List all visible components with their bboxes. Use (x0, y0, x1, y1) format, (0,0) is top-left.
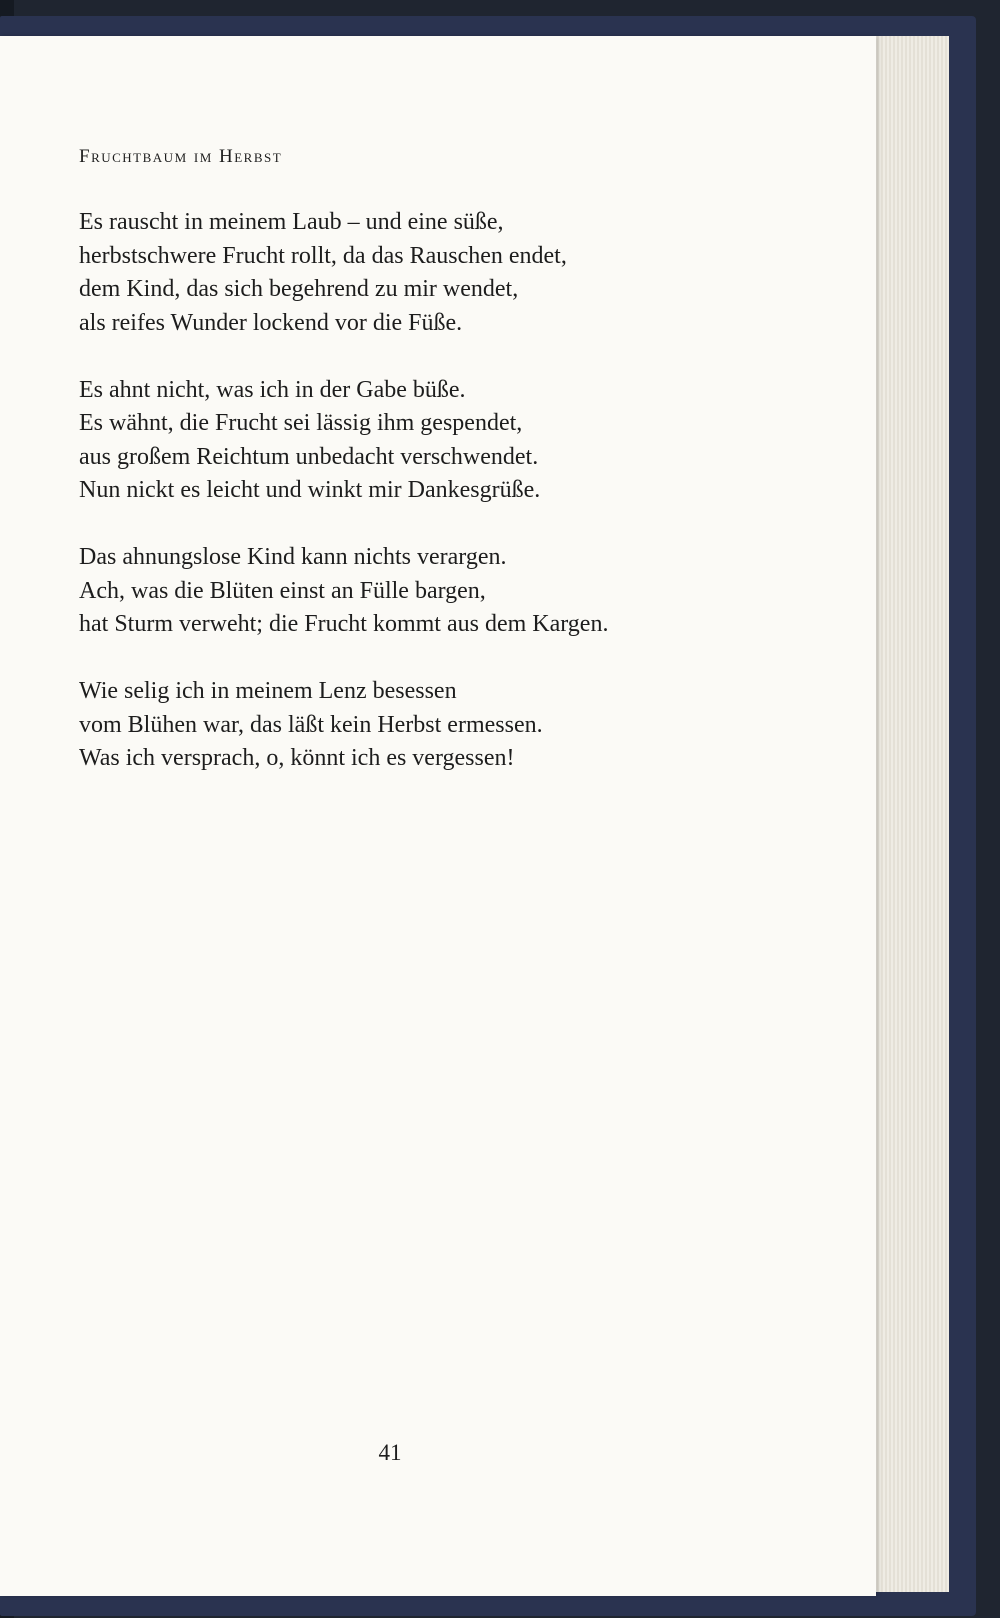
page-edges (870, 36, 949, 1592)
poem-line: Es ahnt nicht, was ich in der Gabe büße. (79, 376, 466, 403)
poem-title: Fruchtbaum im Herbst (79, 146, 283, 167)
page-number: 41 (378, 1440, 402, 1465)
poem-line: Wie selig ich in meinem Lenz besessen (79, 678, 457, 704)
stanza (79, 541, 779, 642)
poem-line: Was ich versprach, o, könnt ich es vergessen! (79, 745, 515, 771)
poem-line: als reifes Wunder lockend vor die Füße. (79, 309, 463, 336)
poem-line: Es rauscht in meinem Laub – und eine süße, (79, 209, 504, 235)
stanza (79, 206, 779, 340)
stanza (79, 675, 779, 776)
poem-line: hat Sturm verweht; die Frucht kommt aus dem Kargen. (79, 611, 609, 637)
poem-body (79, 206, 779, 809)
poem-line: dem Kind, das sich begehrend zu mir wendet, (79, 276, 519, 302)
stanza (79, 374, 779, 508)
poem-line: Nun nickt es leicht und winkt mir Dankesgrüße. (79, 477, 541, 503)
poem-line: vom Blühen war, das läßt kein Herbst ermessen. (79, 711, 543, 738)
poem-line: aus großem Reichtum unbedacht verschwendet. (79, 443, 539, 470)
poem-line: Das ahnungslose Kind kann nichts verargen. (79, 544, 507, 570)
poem-line: herbstschwere Frucht rollt, da das Rauschen endet, (79, 242, 567, 269)
poem-line: Es wähnt, die Frucht sei lässig ihm gespendet, (79, 410, 523, 436)
poem-line: Ach, was die Blüten einst an Fülle bargen, (79, 577, 486, 604)
